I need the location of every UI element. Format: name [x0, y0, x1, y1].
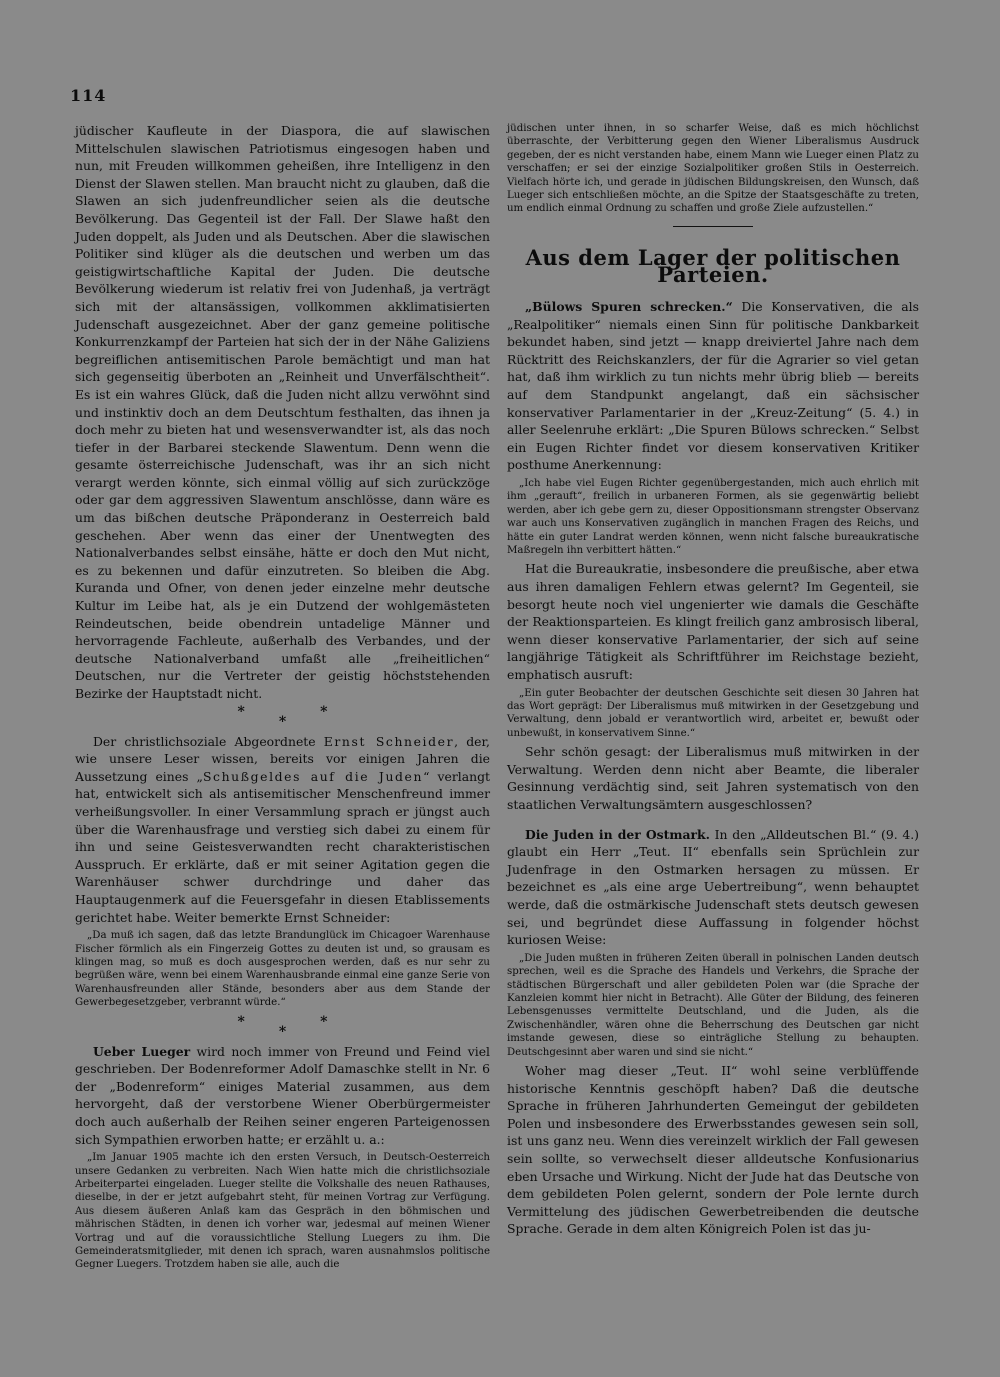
star: * — [320, 703, 362, 720]
quote-liberalismus: „Ein guter Beobachter der deutschen Geschichte seit diesen 30 Jahren hat das Wort geprägt: Der Liberalismus muß mitwirken in der Gesetzgebung und Verwaltung, denn jobald er verantwortlich wird, arbeitet er, bewußt oder unbewußt, in konservativem Sinne.“ — [507, 687, 919, 739]
paragraph-schneider: Der christlichsoziale Abgeordnete Ernst Schneider, der, wie unsere Leser wissen, bereits vor einigen Jahren die Aussetzung eines „Schußgeldes auf die Juden“ verlangt hat, entwickelt sich als antisemitischer Menschenfreund immer verheißungsvoller. In einer Versammlung sprach er jüngst auch über die Warenhausfrage und verstieg sich dabei zu einem für ihn und seine Geistesverwandten recht charakteristischen Ausspruch. Er erklärte, daß er mit seiner Agitation gegen die Warenhäuser schwer durchdringe und daher das Hauptaugenmerk auf die Feuersgefahr in diesen Etablissements gerichtet habe. Weiter bemerkte Ernst Schneider: — [75, 733, 490, 925]
paragraph-verwaltung: Sehr schön gesagt: der Liberalismus muß mitwirken in der Verwaltung. Werden denn nicht aber Beamte, die liberaler Gesinnung verdächtig sind, seit Jahren systematisch von den staatlichen Verwaltungsämtern ausgeschlossen? — [507, 744, 919, 812]
quote-richter: „Ich habe viel Eugen Richter gegenübergestanden, mich auch ehrlich mit ihm „gerauft“, freilich in urbaneren Formen, als sie gegenwärtig beliebt werden, aber ich gebe gern zu, dieser Oppositionsmann strengster Observanz war auch uns Konservativen zugänglich in manchen Fragen des Reichs, und hätte ein guter Landrat werden können, wenn nicht falsche bureaukratische Maßregeln ihn verbittert hätten.“ — [507, 477, 919, 556]
spaced-phrase: Schußgeldes auf die Juden — [202, 768, 424, 784]
quote-damaschke-continued: jüdischen unter ihnen, in so scharfer Weise, daß es mich höchlichst überraschte, der Verbitterung gegen den Wiener Liberalismus Ausdruck gegeben, der es nicht verstanden habe, einem Mann wie Lueger einen Platz zu verschaffen; er sei der einzige Sozialpolitiker großen Stils in Oesterreich. Vielfach hörte ich, und gerade in jüdischen Bildungskreisen, den Wunsch, daß Lueger sich entschließen möchte, an die Spitze der Staatsgeschäfte zu treten, um endlich einmal Ordnung zu schaffen und große Ziele aufzustellen.“ — [507, 123, 919, 215]
star: * — [237, 1013, 279, 1030]
lead-buelow: „Bülows Spuren schrecken.“ — [525, 299, 733, 315]
spacer — [507, 814, 919, 826]
quote-teut: „Die Juden mußten in früheren Zeiten überall in polnischen Landen deutsch sprechen, weil es die Sprache des Handels und Verkehrs, die Sprache der städtischen Bürgerschaft und aller gebildeten Polen war (die Sprache der Kanzleien kommt hier nicht in Betracht). Alle Güter der Bildung, des feineren Lebensgenusses vermittelte Deutschland, und die Juden, als die Zwischenhändler, wären ohne die Beherrschung des Deutschen gar nicht imstande gewesen, diese so einträgliche Stellung zu behaupten. Deutschgesinnt aber waren und sind sie nicht.“ — [507, 952, 919, 1058]
paragraph-bureaukratie: Hat die Bureaukratie, insbesondere die preußische, aber etwa aus ihren damaligen Fehlern etwas gelernt? Im Gegenteil, sie besorgt heute noch viel ungenierter wie damals die Geschäfte der Reaktionsparteien. Es klingt freilich ganz ambrosisch liberal, wenn dieser konservative Parlamentarier, der sich auf seine langjährige Tätigkeit als Schriftführer im Reichstage bezieht, emphatisch ausruft: — [507, 561, 919, 682]
paragraph-slavs: jüdischer Kaufleute in der Diaspora, die auf slawischen Mittelschulen slawischen Patriotismus eingesogen haben und nun, mit Freuden willkommen geheißen, ihre Intelligenz in den Dienst der Slawen stellen. Man braucht nicht zu glauben, daß die Slawen an sich judenfreundlicher seien als die deutsche Bevölkerung. Das Gegenteil ist der Fall. Der Slawe haßt den Juden doppelt, als Juden und als Deutschen. Aber die slawischen Politiker sind klüger als die deutschen und werben um das geistigwirtschaftliche Kapital der Juden. Die deutsche Bevölkerung wiederum ist relativ frei von Judenhaß, ja verträgt sich mit der altansässigen, vollkommen akklimatisierten Judenschaft ausgezeichnet. Aber der ganz gemeine politische Konkurrenzkampf der Parteien hat sich der in der Nähe Galiziens begreiflichen antisemitischen Parole bemächtigt und man hat sich gegenseitig überboten an „Reinheit und Unverfälschtheit“. Es ist ein wahres Glück, daß die Juden nicht allzu verwöhnt sind und instinktiv doch an dem Deutschtum festhalten, das ihnen ja doch mehr zu bieten hat und wesensverwandter ist, als das noch tiefer in der Barbarei steckende Slawentum. Denn wenn die gesamte österreichische Judenschaft, was ihr an sich nicht verargt werden könnte, sich einmal völlig auf sich zurückzöge oder gar dem aggressiven Slawentum anschlösse, dann wäre es um das bißchen deutsche Präponderanz in Oesterreich bald geschehen. Aber wenn das einer der Unentwegten des Nationalverbandes selbst einsähe, hätte er doch den Mut nicht, es zu bekennen und dafür einzutreten. So bleiben die Abg. Kuranda und Ofner, von denen jeder einzelne mehr deutsche Kultur im Leibe hat, als je ein Dutzend der wohlgemästeten Reindeutschen, beide obendrein untadelige Männer und hervorragende Fachleute, außerhalb des Verbandes, und der deutsche Nationalverband umfaßt alle „freiheitlichen“ Deutschen, nur die Vertreter der geistig höchststehenden Bezirke der Hauptstadt nicht. — [75, 123, 490, 701]
star: * — [237, 703, 279, 720]
paragraph-lueger: Ueber Lueger wird noch immer von Freund und Feind viel geschrieben. Der Bodenreformer Adolf Damaschke stellt in Nr. 6 der „Bodenreform“ einiges Material zusammen, aus dem hervorgeht, daß der verstorbene Wiener Oberbürgermeister doch auch außerhalb der Reihen seiner engeren Parteigenossen sich Sympathien erworben hatte; er erzählt u. a.: — [75, 1043, 490, 1147]
quote-damaschke: „Im Januar 1905 machte ich den ersten Versuch, in Deutsch-Oesterreich unsere Gedanken zu verbreiten. Nach Wien hatte mich die christlichsoziale Arbeiterpartei eingeladen. Lueger stellte die Volkshalle des neuen Rathauses, dieselbe, in der er jetzt aufgebahrt steht, für meinen Vortrag zur Verfügung. Aus diesem äußeren Anlaß kam das Gespräch in den böhmischen und mährischen Städten, in denen ich vorher war, jedesmal auf meinen Wiener Vortrag und auf die voraussichtliche Stellung Luegers zu ihm. Die Gemeinderatsmitglieder, mit denen ich sprach, waren ausnahmslos politische Gegner Luegers. Trotzdem haben sie alle, auch die — [75, 1152, 490, 1271]
section-separator — [75, 1013, 490, 1043]
paragraph-ostmark: Die Juden in der Ostmark. In den „Alldeutschen Bl.“ (9. 4.) glaubt ein Herr „Teut. II“ ebenfalls sein Sprüchlein zur Judenfrage in den Ostmarken hersagen zu müssen. Er bezeichnet es „als eine arge Uebertreibung“, wenn behauptet werde, daß die ostmärkische Judenschaft stets deutsch gewesen sei, und begründet diese Auffassung in folgender höchst kuriosen Weise: — [507, 826, 919, 948]
section-separator — [75, 703, 490, 733]
page-number: 114 — [70, 86, 107, 105]
paragraph-woher: Woher mag dieser „Teut. II“ wohl seine verblüffende historische Kenntnis geschöpft haben? Daß die deutsche Sprache in früheren Jahrhunderten Gemeingut der gebildeten Polen und insbesondere des Erwerbsstandes gewesen sein soll, ist uns ganz neu. Wenn dies vereinzelt wirklich der Fall gewesen sein sollte, so verwechselt dieser alldeutsche Konfusionarius eben Ursache und Wirkung. Nicht der Jude hat das Deutsche von dem gebildeten Polen gelernt, sondern der Pole lernte durch Vermittelung des jüdischen Gewerbetreibenden die deutsche Sprache. Gerade in dem alten Königreich Polen ist das ju- — [507, 1062, 919, 1237]
lead-lueger: Ueber Lueger — [93, 1043, 191, 1059]
divider — [673, 226, 753, 227]
star: * — [278, 1023, 321, 1040]
paragraph-buelow: „Bülows Spuren schrecken.“ Die Konservativen, die als „Realpolitiker“ niemals einen Sinn für politische Dankbarkeit bekundet haben, sind jetzt — knapp dreiviertel Jahre nach dem Rücktritt des Reichskanzlers, der für die Agrarier so viel getan hat, daß ihm wirklich zu tun nichts mehr übrig blieb — bereits auf dem Standpunkt angelangt, daß ein sächsischer konservativer Parlamentarier in der „Kreuz-Zeitung“ (5. 4.) in aller Seelenruhe erklärt: „Die Spuren Bülows schrecken.“ Selbst ein Eugen Richter findet vor diesem konservativen Kritiker posthume Anerkennung: — [507, 299, 919, 473]
right-column — [507, 122, 919, 1238]
star: * — [278, 713, 321, 730]
star: * — [320, 1013, 362, 1030]
quote-schneider: „Da muß ich sagen, daß das letzte Brandunglück im Chicagoer Warenhause Fischer förmlich als ein Fingerzeig Gottes zu deuten ist und, so grausam es klingen mag, so muß es doch ausgesprochen werden, daß es nur sehr zu begrüßen wäre, wenn bei einem Warenhausbrande einmal eine ganze Serie von Warenhausfreunden aller Stände, besonders aber aus dem Stande der Gewerbegesetzgeber, verbrannt würde.“ — [75, 930, 490, 1009]
name-schneider: Ernst Schneider — [323, 733, 455, 749]
left-column — [75, 122, 490, 1275]
section-heading: Aus dem Lager der politischen Parteien. — [525, 244, 901, 288]
lead-ostmark: Die Juden in der Ostmark. — [525, 826, 710, 842]
